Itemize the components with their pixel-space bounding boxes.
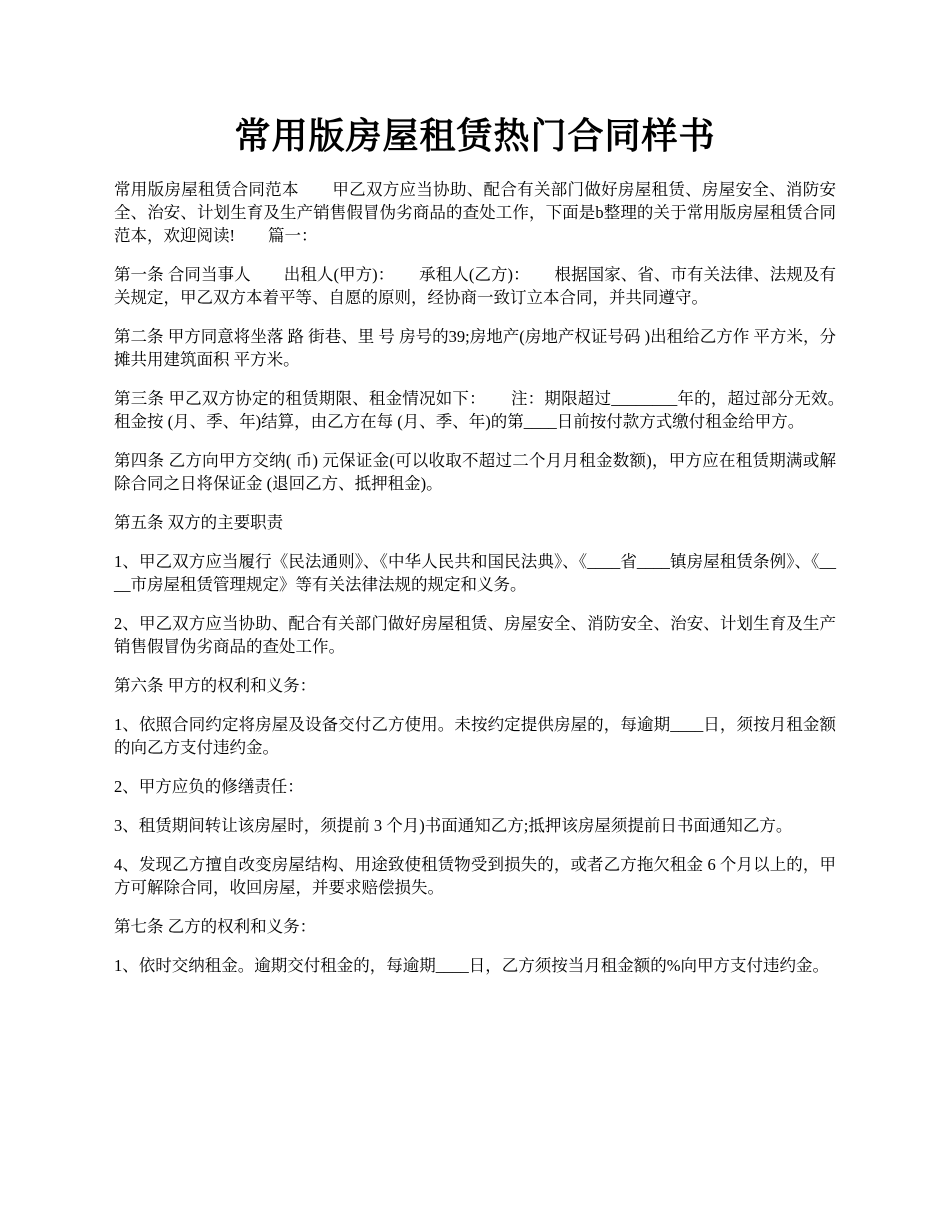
article-5-item-1: 1、甲乙双方应当履行《民法通则》、《中华人民共和国民法典》、《____省____镇房屋租赁条例》、《____市房屋租赁管理规定》等有关法律法规的规定和义务。 xyxy=(114,552,836,594)
article-3-paragraph: 第三条 甲乙双方协定的租赁期限、租金情况如下： 注：期限超过________年的，超过部分无效。 租金按 (月、季、年)结算，由乙方在每 (月、季、年)的第____日前按付款方式缴付租金给甲方。 xyxy=(114,389,869,431)
article-1-paragraph: 第一条 合同当事人 出租人(甲方)： 承租人(乙方)： 根据国家、省、市有关法律、法规及有关规定，甲乙双方本着平等、自愿的原则，经协商一致订立本合同，并共同遵守。 xyxy=(114,265,836,307)
intro-paragraph: 常用版房屋租赁合同范本 甲乙双方应当协助、配合有关部门做好房屋租赁、房屋安全、消防安全、治安、计划生育及生产销售假冒伪劣商品的查处工作，下面是b整理的关于常用版房屋租赁合同范本，欢迎阅读! 篇一： xyxy=(114,180,836,245)
article-6-item-3: 3、租赁期间转让该房屋时，须提前 3 个月)书面通知乙方;抵押该房屋须提前日书面通知乙方。 xyxy=(114,816,793,835)
document-title: 常用版房屋租赁热门合同样书 xyxy=(234,116,716,156)
article-6-heading: 第六条 甲方的权利和义务： xyxy=(114,676,317,695)
article-7-item-1: 1、依时交纳租金。逾期交付租金的，每逾期____日，乙方须按当月租金额的%向甲方支付违约金。 xyxy=(114,956,829,975)
article-6-item-4: 4、发现乙方擅自改变房屋结构、用途致使租赁物受到损失的，或者乙方拖欠租金 6 个月以上的，甲方可解除合同，收回房屋，并要求赔偿损失。 xyxy=(114,855,836,897)
article-5-item-2: 2、甲乙双方应当协助、配合有关部门做好房屋租赁、房屋安全、消防安全、治安、计划生育及生产销售假冒伪劣商品的查处工作。 xyxy=(114,614,836,656)
article-4-paragraph: 第四条 乙方向甲方交纳( 币) 元保证金(可以收取不超过二个月月租金数额)，甲方应在租赁期满或解除合同之日将保证金 (退回乙方、抵押租金)。 xyxy=(114,451,836,493)
document-body xyxy=(114,178,869,993)
article-6-item-1: 1、依照合同约定将房屋及设备交付乙方使用。未按约定提供房屋的，每逾期____日，须按月租金额的向乙方支付违约金。 xyxy=(114,715,836,757)
article-5-heading: 第五条 双方的主要职责 xyxy=(114,513,284,532)
article-6-item-2: 2、甲方应负的修缮责任： xyxy=(114,777,304,796)
article-2-paragraph: 第二条 甲方同意将坐落 路 街巷、里 号 房号的39;房地产(房地产权证号码 )出租给乙方作 平方米，分摊共用建筑面积 平方米。 xyxy=(114,327,836,369)
article-7-heading: 第七条 乙方的权利和义务： xyxy=(114,917,317,936)
